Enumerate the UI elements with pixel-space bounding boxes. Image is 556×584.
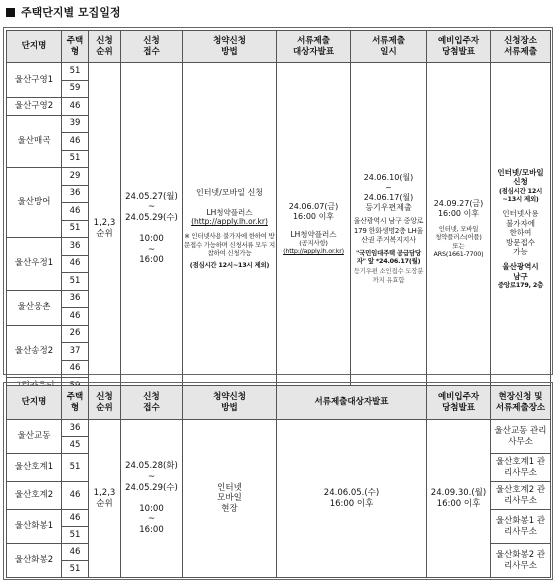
- place-cell: 울산교동 관리사무소: [491, 420, 551, 454]
- rank-cell: 1,2,3 순위: [89, 420, 121, 578]
- house-type: 51: [62, 561, 89, 578]
- header-complex: 단지명: [7, 31, 62, 63]
- house-type: 51: [62, 220, 89, 238]
- method-cell: 인터넷/모바일 신청 LH청약플러스 (http://apply.lh.or.kr) ※ 인터넷사용 불가자에 한하여 방문접수 가능하며 신청서류 모두 지참하여 신청가능 (점심시간 12시~13시 제외): [183, 63, 277, 396]
- house-type: 51: [62, 63, 89, 81]
- winner-cell: 24.09.27(금) 16:00 이후 인터넷, 모바일 청약플러스(어플) 또는 ARS(1661-7700): [427, 63, 491, 396]
- apply-link[interactable]: (http://apply.lh.or.kr): [191, 217, 268, 227]
- section-title-text: 주택단지별 모집일정: [21, 6, 121, 19]
- header-rank: 신청 순위: [89, 386, 121, 420]
- place-cell: 울산호계2 관리사무소: [491, 482, 551, 510]
- house-type: 36: [62, 185, 89, 203]
- section-title: [6, 4, 120, 20]
- house-type: 59: [62, 80, 89, 98]
- complex-name: 울산송정2: [7, 325, 62, 378]
- house-type: 37: [62, 343, 89, 361]
- period-cell: 24.05.27(월) ~ 24.05.29(수) 10:00 ~ 16:00: [121, 63, 183, 396]
- house-type: 46: [62, 255, 89, 273]
- header-announce: 서류제출 대상자발표: [277, 31, 351, 63]
- complex-name: 울산화봉1: [7, 510, 62, 544]
- winner-cell: 24.09.30.(월) 16:00 이후: [427, 420, 491, 578]
- header-method: 청약신청 방법: [183, 386, 277, 420]
- schedule-table-1: [6, 30, 551, 396]
- complex-name: 울산화봉2: [7, 544, 62, 578]
- header-type: 주택 형: [62, 386, 89, 420]
- house-type: 45: [62, 437, 89, 454]
- method-cell: 인터넷 모바일 현장: [183, 420, 277, 578]
- house-type: 46: [62, 98, 89, 116]
- house-type: 29: [62, 168, 89, 186]
- house-type: 46: [62, 482, 89, 510]
- header-period: 신청 접수: [121, 386, 183, 420]
- place-cell: 울산호계1 관리사무소: [491, 454, 551, 482]
- schedule-table-2: [6, 385, 551, 578]
- place-cell: 울산화봉1 관리사무소: [491, 510, 551, 544]
- header-period: 신청 접수: [121, 31, 183, 63]
- house-type: 46: [62, 133, 89, 151]
- announce-cell: 24.06.05.(수) 16:00 이후: [277, 420, 427, 578]
- complex-name: 울산매곡: [7, 115, 62, 168]
- rank-cell: 1,2,3 순위: [89, 63, 121, 396]
- place-cell: 인터넷/모바일 신청 (점심시간 12시 ~13시 제외) 인터넷사용 불가자에 한하여 방문접수 가능 울산광역시 남구 중앙로179, 2층: [491, 63, 551, 396]
- header-complex: 단지명: [7, 386, 62, 420]
- announce-link[interactable]: (http://apply.lh.or.kr): [283, 247, 344, 256]
- complex-name: 울산교동: [7, 420, 62, 454]
- bullet-square-icon: [6, 8, 15, 17]
- house-type: 36: [62, 238, 89, 256]
- place-cell: 울산화봉2 관리사무소: [491, 544, 551, 578]
- announce-cell: 24.06.07(금) 16:00 이후 LH청약플러스 (공지사항) (http://apply.lh.or.kr): [277, 63, 351, 396]
- house-type: 39: [62, 115, 89, 133]
- house-type: 46: [62, 544, 89, 561]
- house-type: 46: [62, 360, 89, 378]
- complex-name: 울산구영2: [7, 98, 62, 116]
- header-place: 신청장소 서류제출: [491, 31, 551, 63]
- header-announce: 서류제출대상자발표: [277, 386, 427, 420]
- house-type: 51: [62, 150, 89, 168]
- complex-name: 울산웅촌: [7, 290, 62, 325]
- house-type: 51: [62, 454, 89, 482]
- house-type: 46: [62, 308, 89, 326]
- complex-name: 울산구영1: [7, 63, 62, 98]
- period-cell: 24.05.28(화) ~ 24.05.29(수) 10:00 ~ 16:00: [121, 420, 183, 578]
- house-type: 36: [62, 290, 89, 308]
- house-type: 46: [62, 203, 89, 221]
- header-rank: 신청 순위: [89, 31, 121, 63]
- complex-name: 울산방어: [7, 168, 62, 238]
- submit-cell: 24.06.10(월) ~ 24.06.17(월) 등기우편제출 울산광역시 남구 중앙로 179 한화생명2층 LH울산권 주거복지지사 "국민임대주택 공급담당자" 앞 *24.06.17(월) 등기우편 소인접수 도장분까지 유효함: [351, 63, 427, 396]
- complex-name: 울산호계1: [7, 454, 62, 482]
- header-submit: 서류제출 일시: [351, 31, 427, 63]
- house-type: 36: [62, 420, 89, 437]
- house-type: 26: [62, 325, 89, 343]
- header-type: 주택 형: [62, 31, 89, 63]
- house-type: 51: [62, 527, 89, 544]
- header-winner: 예비입주자 당첨발표: [427, 386, 491, 420]
- complex-name: 울산우정1: [7, 238, 62, 291]
- header-winner: 예비입주자 당첨발표: [427, 31, 491, 63]
- house-type: 51: [62, 273, 89, 291]
- header-place: 현장신청 및 서류제출장소: [491, 386, 551, 420]
- house-type: 46: [62, 510, 89, 527]
- complex-name: 울산호계2: [7, 482, 62, 510]
- header-method: 청약신청 방법: [183, 31, 277, 63]
